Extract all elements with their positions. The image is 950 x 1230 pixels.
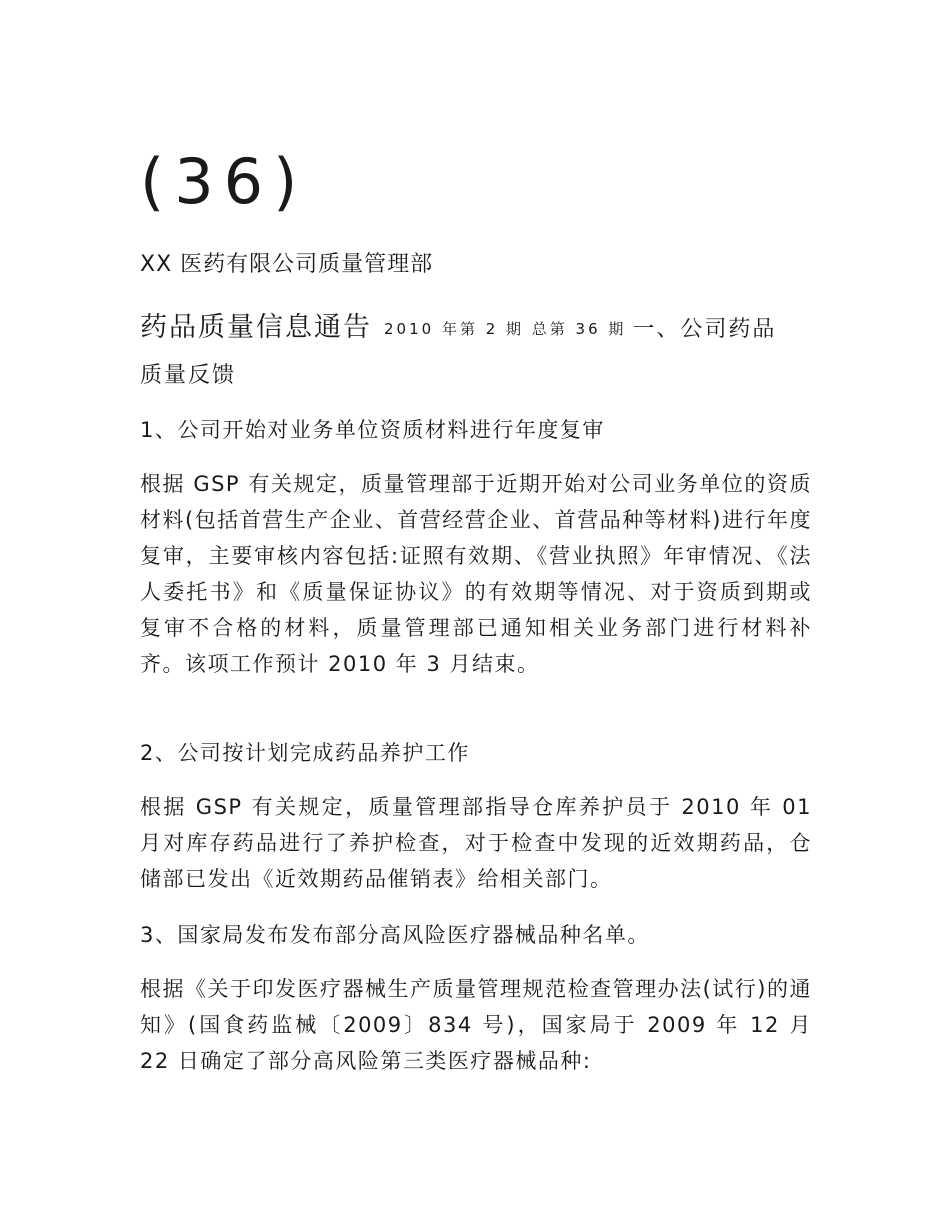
notice-title: 药品质量信息通告 bbox=[140, 312, 372, 343]
notice-title-line bbox=[140, 306, 820, 353]
issue-number: (36) bbox=[140, 145, 308, 218]
section-title-start: 一、公司药品 bbox=[632, 317, 777, 342]
section-heading-1: 1、公司开始对业务单位资质材料进行年度复审 bbox=[140, 418, 605, 442]
section-paragraph-3: 根据《关于印发医疗器械生产质量管理规范检查管理办法(试行)的通知》(国食药监械〔2009〕834 号)，国家局于 2009 年 12 月 22 日确定了部分高风险第三类医疗器械品种: bbox=[140, 977, 812, 1073]
section-paragraph-2: 根据 GSP 有关规定，质量管理部指导仓库养护员于 2010 年 01 月对库存药品进行了养护检查，对于检查中发现的近效期药品，仓储部已发出《近效期药品催销表》给相关部门。 bbox=[140, 795, 812, 891]
section-title-continued: 质量反馈 bbox=[140, 363, 237, 388]
issue-info: 2010 年第 2 期 总第 36 期 bbox=[384, 320, 627, 338]
section-heading-2: 2、公司按计划完成药品养护工作 bbox=[140, 741, 470, 765]
organization-name: XX 医药有限公司质量管理部 bbox=[140, 252, 434, 277]
section-paragraph-1: 根据 GSP 有关规定，质量管理部于近期开始对公司业务单位的资质材料(包括首营生产企业、首营经营企业、首营品种等材料)进行年度复审，主要审核内容包括:证照有效期、《营业执照》年审情况、《法人委托书》和《质量保证协议》的有效期等情况、对于资质到期或复审不合格的材料，质量管理部已通知相关业务部门进行材料补齐。该项工作预计 2010 年 3 月结束。 bbox=[140, 472, 812, 676]
section-heading-3: 3、国家局发布发布部分高风险医疗器械品种名单。 bbox=[140, 923, 650, 947]
